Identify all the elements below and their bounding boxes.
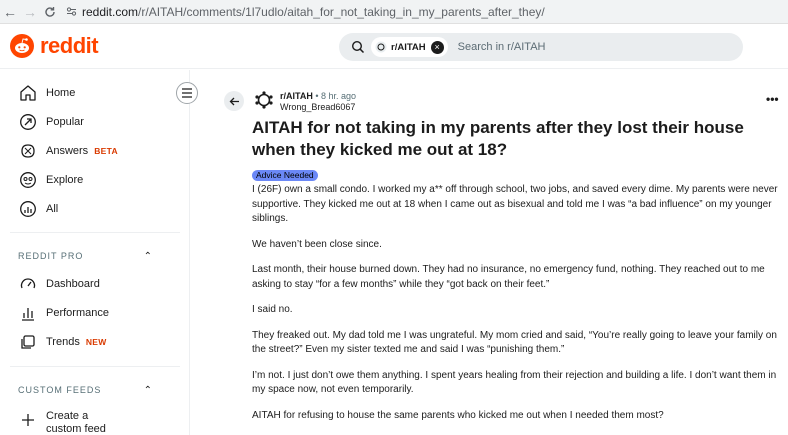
site-info-icon[interactable] <box>64 5 78 19</box>
sidebar-item-label: Performance <box>46 307 109 319</box>
post-meta <box>280 91 356 101</box>
sidebar-item-label: Answers <box>46 145 89 157</box>
post-paragraph: AITAH for refusing to house the same parents who kicked me out when I needed them most? <box>252 409 664 421</box>
sidebar-item-label: Create a custom feed <box>46 410 106 435</box>
popular-icon <box>18 112 38 132</box>
sidebar-item-popular[interactable] <box>18 112 84 132</box>
search-input[interactable]: Search in r/AITAH <box>457 41 546 53</box>
create-custom-feed-button[interactable] <box>18 410 126 435</box>
post-paragraph: I (26F) own a small condo. I worked my a** off through school, two jobs, and saved every dime. My parents were never supportive. They kicked me out at 18 when I came out as bisexual and told me I was “a bad influence” on my younger siblings. <box>252 184 778 224</box>
address-bar[interactable] <box>64 2 545 22</box>
sidebar-divider <box>10 366 180 367</box>
search-icon <box>351 40 365 54</box>
hamburger-icon <box>181 88 193 98</box>
section-title: REDDIT PRO <box>18 251 84 261</box>
post-back-button[interactable] <box>224 91 244 111</box>
post-title: AITAH for not taking in my parents after they lost their house when they kicked me out at 18? <box>252 118 744 159</box>
sidebar-item-label: Home <box>46 87 76 99</box>
reddit-logo[interactable] <box>10 33 98 59</box>
browser-back-button[interactable]: ← <box>3 3 17 20</box>
sidebar-collapse-button[interactable] <box>176 82 198 104</box>
trends-icon <box>18 332 38 352</box>
post-body <box>252 183 782 434</box>
sidebar-item-explore[interactable] <box>18 170 83 190</box>
home-icon <box>18 83 38 103</box>
answers-icon <box>18 141 38 161</box>
search-bar[interactable] <box>339 33 743 61</box>
post-paragraph: I’m not. I just don’t owe them anything. I spent years healing from their rejection and building a life. I don’t want them in my space now, not even temporarily. <box>252 369 777 395</box>
dashboard-icon <box>18 274 38 294</box>
subreddit-icon[interactable] <box>254 90 274 110</box>
plus-icon <box>18 410 38 430</box>
sidebar-item-label: All <box>46 203 59 215</box>
sidebar-item-label: Popular <box>46 116 84 128</box>
browser-reload-button[interactable] <box>40 2 60 22</box>
snoo-icon <box>10 34 34 58</box>
new-badge: NEW <box>85 337 107 347</box>
more-options-button[interactable]: ••• <box>766 92 779 106</box>
sidebar-item-trends[interactable] <box>18 332 107 352</box>
browser-forward-button[interactable]: → <box>23 3 37 20</box>
url-domain: reddit.com <box>82 4 139 19</box>
chevron-up-icon: ⌃ <box>143 384 153 396</box>
sidebar-item-performance[interactable] <box>18 303 109 323</box>
custom-feeds-section-toggle[interactable] <box>18 382 153 398</box>
section-title: CUSTOM FEEDS <box>18 385 102 395</box>
url-text <box>82 5 545 19</box>
sidebar-item-label: Dashboard <box>46 278 100 290</box>
sidebar-item-home[interactable] <box>18 83 75 103</box>
arrow-left-icon <box>229 96 240 107</box>
sidebar-item-answers[interactable] <box>18 141 118 161</box>
sidebar-item-dashboard[interactable] <box>18 274 100 294</box>
post-time: 8 hr. ago <box>321 91 357 101</box>
subreddit-chip-icon <box>375 41 387 53</box>
sidebar-item-label: Explore <box>46 174 84 186</box>
meta-separator: • <box>315 91 319 101</box>
left-sidebar <box>0 70 190 435</box>
chevron-up-icon: ⌃ <box>143 250 153 262</box>
beta-badge: BETA <box>94 146 118 156</box>
reddit-pro-section-toggle[interactable] <box>18 248 153 264</box>
sidebar-divider <box>10 232 180 233</box>
reload-icon <box>44 6 56 18</box>
close-icon[interactable]: × <box>431 41 444 54</box>
browser-toolbar <box>0 0 788 24</box>
post-paragraph: I said no. <box>252 304 293 315</box>
site-header <box>0 24 788 69</box>
all-icon <box>18 199 38 219</box>
post-paragraph: They freaked out. My dad told me I was ungrateful. My mom cried and said, “You’re really going to leave your family on the street?” Even my sister texted me and said I was “punishing them.” <box>252 329 777 355</box>
search-chip-label: r/AITAH <box>391 41 426 53</box>
logo-wordmark: reddit <box>40 33 99 58</box>
url-path: /r/AITAH/comments/1l7udlo/aitah_for_not_taking_in_my_parents_after_they/ <box>138 4 545 19</box>
post-paragraph: We haven’t been close since. <box>252 238 382 250</box>
subreddit-link[interactable]: r/AITAH <box>280 91 313 101</box>
explore-icon <box>18 170 38 190</box>
subreddit-search-chip[interactable] <box>371 37 448 57</box>
post-flair[interactable]: Advice Needed <box>252 170 318 181</box>
author-link[interactable]: Wrong_Bread6067 <box>280 102 356 112</box>
sidebar-item-all[interactable] <box>18 199 58 219</box>
post-paragraph: Last month, their house burned down. They had no insurance, no emergency fund, nothing. They reached out to me asking to stay “for a few months” while they “got back on their feet.” <box>252 264 765 290</box>
performance-icon <box>18 303 38 323</box>
sidebar-item-label: Trends <box>46 336 80 348</box>
